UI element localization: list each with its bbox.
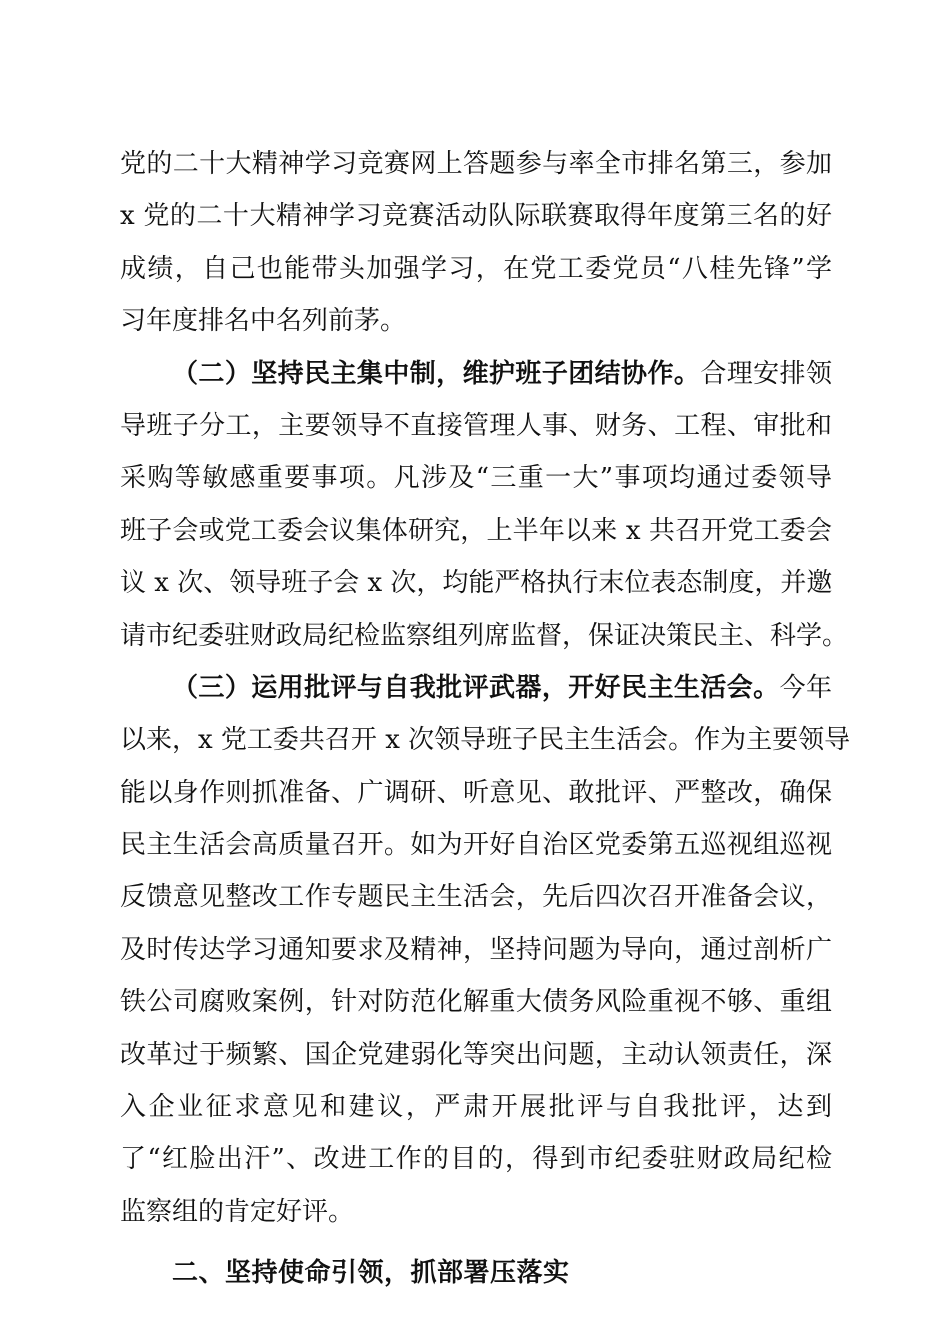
paragraph-3	[120, 662, 851, 1238]
document-body	[120, 138, 851, 1308]
paragraph-2	[120, 348, 849, 662]
text-line: 班子会或党工委会议集体研究，上半年以来 x 共召开党工委会	[120, 515, 832, 546]
text-line: 了“红脸出汗”、改进工作的目的，得到市纪委驻财政局纪检	[120, 1144, 832, 1175]
text-line: 请市纪委驻财政局纪检监察组列席监督，保证决策民主、科学。	[120, 620, 849, 651]
text-line: 能以身作则抓准备、广调研、听意见、敢批评、严整改，确保	[120, 777, 832, 808]
text-line: 铁公司腐败案例，针对防范化解重大债务风险重视不够、重组	[120, 987, 832, 1018]
paragraph-first-line-text: 今年	[779, 672, 832, 703]
paragraph-first-line-text: 合理安排领	[700, 358, 832, 389]
paragraph-heading: （二）坚持民主集中制，维护班子团结协作。	[172, 358, 701, 389]
paragraph-first-line	[120, 662, 832, 714]
text-line: 及时传达学习通知要求及精神，坚持问题为导向，通过剖析广	[120, 934, 832, 965]
text-line: 以来，x 党工委共召开 x 次领导班子民主生活会。作为主要领导	[120, 725, 851, 756]
paragraph-heading: （三）运用批评与自我批评武器，开好民主生活会。	[172, 672, 780, 703]
text-line: 议 x 次、领导班子会 x 次，均能严格执行末位表态制度，并邀	[120, 568, 833, 599]
paragraph-first-line	[120, 348, 832, 400]
paragraph-1	[120, 138, 832, 348]
text-line: 监察组的肯定好评。	[120, 1196, 355, 1227]
text-line: 导班子分工，主要领导不直接管理人事、财务、工程、审批和	[120, 410, 832, 441]
text-line: 反馈意见整改工作专题民主生活会，先后四次召开准备会议，	[120, 882, 832, 913]
text-line: 党的二十大精神学习竞赛网上答题参与率全市排名第三，参加	[120, 149, 832, 179]
section-heading: 二、坚持使命引领，抓部署压落实	[172, 1258, 570, 1289]
text-line: 入企业征求意见和建议，严肃开展批评与自我批评，达到	[120, 1092, 832, 1123]
text-line: 成绩，自己也能带头加强学习，在党工委党员“八桂先锋”学	[120, 253, 832, 284]
text-line: 改革过于频繁、国企党建弱化等突出问题，主动认领责任，深	[120, 1039, 832, 1070]
text-line: x 党的二十大精神学习竞赛活动队际联赛取得年度第三名的好	[120, 201, 832, 232]
text-line: 民主生活会高质量召开。如为开好自治区党委第五巡视组巡视	[120, 830, 832, 861]
text-line: 采购等敏感重要事项。凡涉及“三重一大”事项均通过委领导	[120, 463, 832, 494]
text-line: 习年度排名中名列前茅。	[120, 306, 407, 337]
